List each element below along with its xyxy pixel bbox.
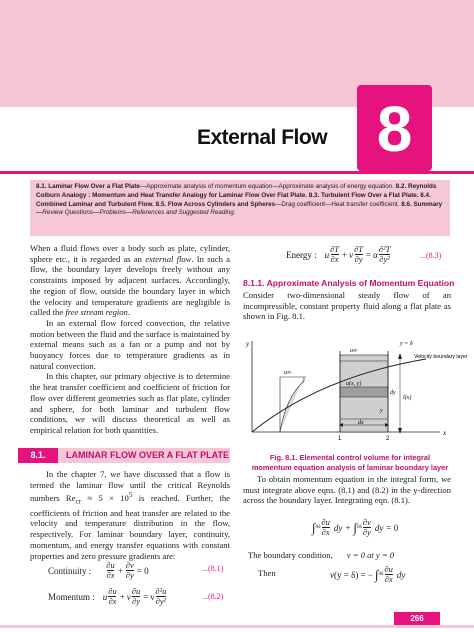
figure-label-y-axis: y (246, 340, 250, 348)
figure-label-2: 2 (386, 436, 390, 442)
figure-label-y-small: y (380, 408, 383, 414)
chapter-title: External Flow (197, 126, 328, 149)
subsection-title: 8.1.1. Approximate Analysis of Momentum Equation (243, 278, 455, 288)
equation-number-8-1: ...(8.1) (202, 564, 224, 573)
bottom-rule (0, 625, 474, 628)
figure-label-velocity-bl: Velocity boundary layer (414, 354, 468, 360)
integration-paragraph: To obtain momentum equation in the integral form, we must integrate above eqns. (8.1) and (8.2) in the y-direction across the boundary layer. Integrating eqn. (8.1). (243, 474, 451, 506)
elemental-strip (340, 387, 388, 397)
objective-paragraph: In this chapter, our primary objective is to determine the heat transfer coefficient and coefficient of friction for flow over different geometries such as flat plate, cylinder and sphere, for both laminar and turbulent flow conditions, we will discuss theoretical as well as empirical relation for both quantities. (30, 371, 230, 435)
intro-paragraph: When a fluid flows over a body such as plate, cylinder, sphere etc., it is regarded as an external flow. In such a flow, the boundary layer develops freely without any constraints imposed by adjacent surfaces. Accordingly, the region of flow, outside the boundary layer in which the velocity and temperature gradients are negligible is called the free stream region. (30, 243, 230, 318)
toc-text-2: —Drag coefficient—Heat transfer coefficient. (275, 200, 400, 208)
toc-summary-text: —Review Questions—Problems—References and Suggested Reading. (36, 209, 236, 217)
chapter-number: 8 (376, 93, 413, 165)
equation-number-8-2: ...(8.2) (202, 592, 224, 601)
equation-number-8-3: ...(8.3) (420, 251, 442, 260)
toc-text-1: —Approximate analysis of momentum equation—Approximate analysis of energy equation. (139, 183, 395, 190)
figure-label-l-x: l(x) (403, 395, 412, 401)
figure-label-dy: dy (390, 390, 396, 396)
toc-section-8-1: 8.1. Laminar Flow Over a Flat Plate (36, 183, 140, 190)
then-label-line: Then (258, 568, 276, 578)
v-at-delta-equation: v (y = δ) = − ∫ 0 δ $\frac{\partial u}{\partial x}$ dy (330, 564, 406, 584)
section-number: 8.1. (18, 448, 58, 463)
left-column (30, 243, 230, 436)
left-column-lower (30, 469, 230, 561)
momentum-equation: Momentum : u $\frac{\partial u}{\partial x}$ + v $\frac{\partial u}{\partial y}$ = ν $\frac{\text{∂²u}}{\text{∂y²}}$ (48, 586, 167, 606)
toc-summary: 8.6. Summary (401, 200, 443, 208)
figure-caption: Fig. 8.1. Elemental control volume for integral momentum equation analysis of laminar boundary layer (251, 453, 449, 472)
figure-label-dx: dx (358, 420, 364, 426)
title-rule (0, 171, 474, 174)
integral-continuity-equation: ∫ 0 δ $\frac{\partial u}{\partial x}$ dy + ∫ 0 δ $\frac{\partial v}{\partial y}$ dy = 0 (312, 517, 399, 537)
page-number: 266 (394, 612, 440, 625)
figure-label-1: 1 (338, 436, 342, 442)
continuity-equation: Continuity : $\frac{\partial u}{\partial x}$ + $\frac{\partial v}{\partial y}$ = 0 (48, 560, 149, 580)
right-intro-paragraph: Consider two-dimensional steady flow of an incompressible, constant property fluid along a flat plate as shown in Fig. 8.1. (243, 290, 451, 322)
figure-label-x-axis: x (443, 429, 447, 437)
figure-label-u-inf-right: u∞ (350, 348, 358, 354)
figure-label-y-delta: y = δ (400, 341, 413, 347)
chapter-contents-box (30, 180, 450, 236)
toc-sections-8-2-to-8-5: 8.2. Reynolds Colburn Analogy : Momentum and Heat Transfer Analogy for Laminar Flow Over Flat Plate. 8.3. Turbulent Flow Over a Flat Plate. 8.4. Combined Laminar and Turbulent Flow. 8.5. Flow Across Cylinders and Spheres (36, 183, 437, 208)
laminar-paragraph: In the chapter 7, we have discussed that a flow is termed the laminar flow until the critical Reynolds numbers $Re_{cr} \approx 5 \times 10^5$ is reached. Further, the coefficients of friction and heat transfer are related to the velocity and temperature distribution in the flow, respectively. For laminar boundary layer, continuity, momentum, and energy transfer equations with constant properties and zero pressure gradients are: (30, 469, 230, 561)
figure-label-uxy: u(x, y) (346, 381, 362, 387)
figure-control-volume (240, 337, 468, 442)
section-title: LAMINAR FLOW OVER A FLAT PLATE (66, 450, 229, 460)
energy-equation: Energy : u $\frac{\partial T}{\partial x}$ + v $\frac{\partial T}{\partial y}$ = α $\frac{\text{∂²T}}{\text{∂y²}}$ (286, 244, 391, 264)
boundary-condition-line: The boundary condition, v = 0 at y = 0 (248, 550, 395, 560)
chapter-number-box (357, 85, 432, 171)
figure-label-u-inf-left: u∞ (284, 370, 292, 376)
forced-convection-paragraph: In an external flow forced convection, the relative motion between the fluid and the surface is maintained by external means such as a fan or a pump and not by buoyancy forces due to temperature gradients as in natural convection. (30, 317, 230, 371)
